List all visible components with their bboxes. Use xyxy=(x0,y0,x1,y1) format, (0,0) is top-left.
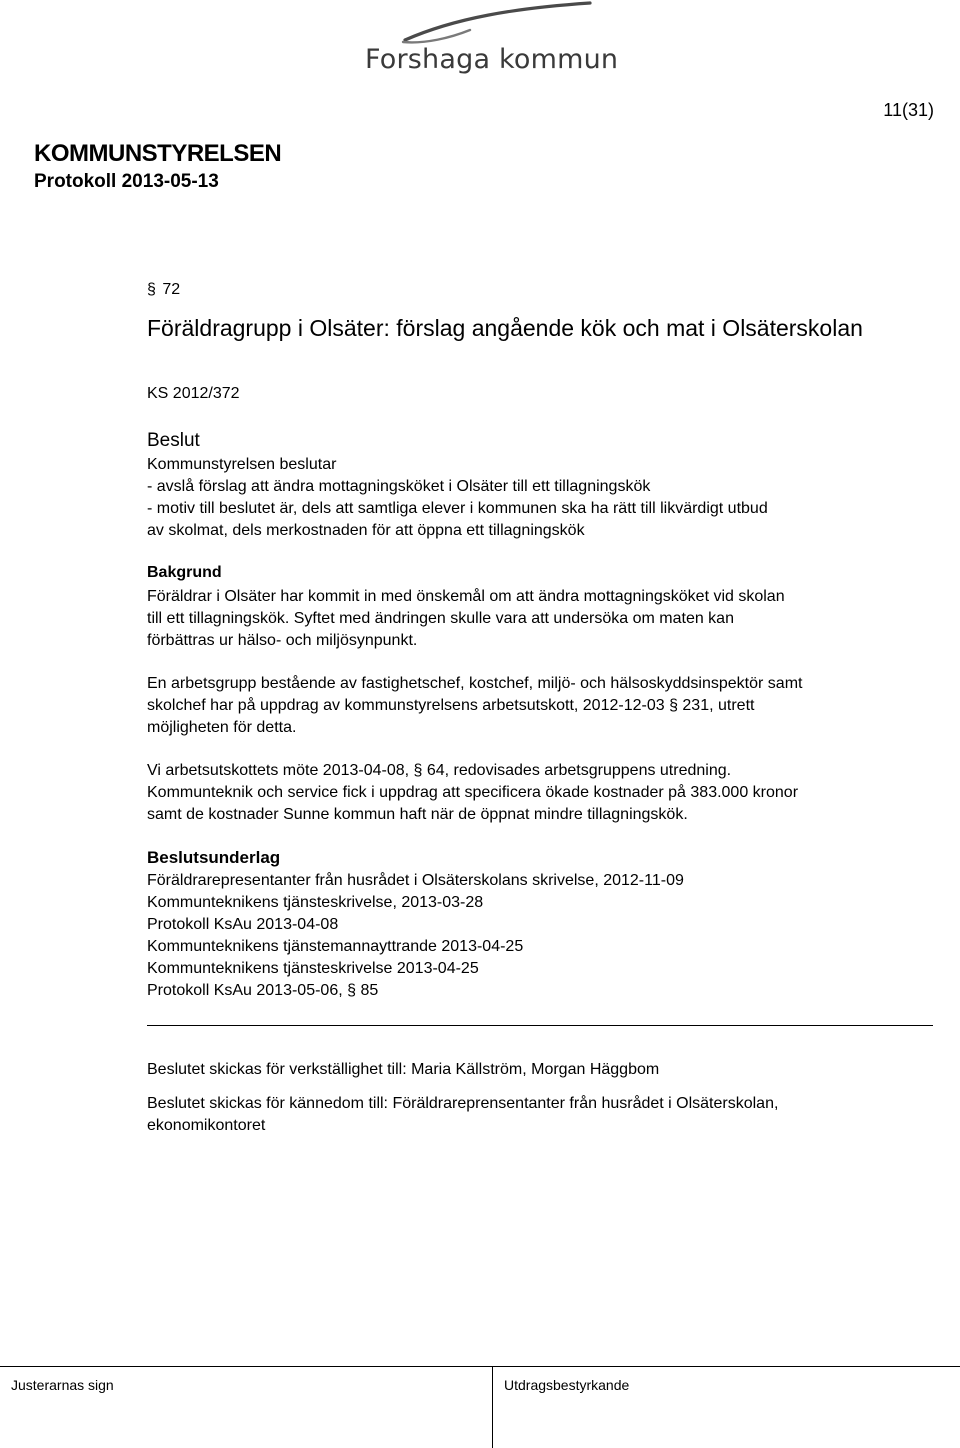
text-line: ekonomikontoret xyxy=(147,1117,266,1134)
paragraph-value: 72 xyxy=(162,281,181,298)
beslutsunderlag-heading: Beslutsunderlag xyxy=(147,848,281,867)
text-line: möjligheten för detta. xyxy=(147,719,297,736)
section-title: Föräldragrupp i Olsäter: förslag angående kök och mat i Olsäterskolan xyxy=(147,315,863,341)
municipality-logo xyxy=(365,0,619,82)
signature-cell-justerarnas xyxy=(0,1367,492,1448)
text-line: Vi arbetsutskottets möte 2013-04-08, § 64, redovisades arbetsgruppens utredning. xyxy=(147,762,732,779)
bakgrund-paragraph-3 xyxy=(147,760,798,826)
beslut-heading: Beslut xyxy=(147,430,200,451)
beslut-line: av skolmat, dels merkostnaden för att öppna ett tillagningskök xyxy=(147,522,585,539)
bakgrund-heading: Bakgrund xyxy=(147,564,222,581)
logo-text: Forshaga kommun xyxy=(365,44,619,75)
paragraph-symbol: § xyxy=(147,281,156,298)
signature-footer xyxy=(0,1366,960,1448)
logo-swoosh-icon xyxy=(365,0,605,50)
list-item: Föräldrarepresentanter från husrådet i Olsäterskolans skrivelse, 2012-11-09 xyxy=(147,872,684,889)
text-line: skolchef har på uppdrag av kommunstyrelsens arbetsutskott, 2012-12-03 § 231, utrett xyxy=(147,697,755,714)
list-item: Kommunteknikens tjänsteskrivelse 2013-04-25 xyxy=(147,960,479,977)
text-line: Kommunteknik och service fick i uppdrag att specificera ökade kostnader på 383.000 kronor xyxy=(147,784,799,801)
divider xyxy=(147,1025,933,1026)
organization-title: KOMMUNSTYRELSEN xyxy=(34,140,282,167)
text-line: till ett tillagningskök. Syftet med ändringen skulle vara att undersöka om maten kan xyxy=(147,610,734,627)
distribution-kannedom xyxy=(147,1093,778,1137)
protocol-date: Protokoll 2013-05-13 xyxy=(34,171,219,192)
text-line: Beslutet skickas för kännedom till: Föräldrareprensentanter från husrådet i Olsäterskolan, xyxy=(147,1095,779,1112)
text-line: Föräldrar i Olsäter har kommit in med önskemål om att ändra mottagningsköket vid skolan xyxy=(147,588,785,605)
beslut-line: - motiv till beslutet är, dels att samtliga elever i kommunen ska ha rätt till likvärdigt utbud xyxy=(147,500,768,517)
text-line: samt de kostnader Sunne kommun haft när de öppnat mindre tillagningskök. xyxy=(147,806,688,823)
text-line: förbättras ur hälso- och miljösynpunkt. xyxy=(147,632,418,649)
justerarnas-sign-label: Justerarnas sign xyxy=(11,1377,114,1393)
list-item: Kommunteknikens tjänstemannayttrande 2013-04-25 xyxy=(147,938,524,955)
page-number: 11(31) xyxy=(883,100,934,120)
bakgrund-paragraph-2 xyxy=(147,673,802,739)
bakgrund-paragraph-1 xyxy=(147,586,785,652)
beslutsunderlag-list xyxy=(147,870,684,1002)
case-number: KS 2012/372 xyxy=(147,385,240,402)
utdragsbestyrkande-label: Utdragsbestyrkande xyxy=(504,1377,630,1393)
text-line: En arbetsgrupp bestående av fastighetschef, kostchef, miljö- och hälsoskyddsinspektör samt xyxy=(147,675,803,692)
beslut-line: Kommunstyrelsen beslutar xyxy=(147,456,337,473)
paragraph-number xyxy=(147,281,180,299)
beslut-text xyxy=(147,454,768,542)
list-item: Protokoll KsAu 2013-05-06, § 85 xyxy=(147,982,379,999)
signature-cell-utdrag xyxy=(492,1367,960,1448)
list-item: Protokoll KsAu 2013-04-08 xyxy=(147,916,339,933)
distribution-verkstallighet: Beslutet skickas för verkställighet till: Maria Källström, Morgan Häggbom xyxy=(147,1061,660,1078)
list-item: Kommunteknikens tjänsteskrivelse, 2013-03-28 xyxy=(147,894,484,911)
beslut-line: - avslå förslag att ändra mottagningsköket i Olsäter till ett tillagningskök xyxy=(147,478,651,495)
